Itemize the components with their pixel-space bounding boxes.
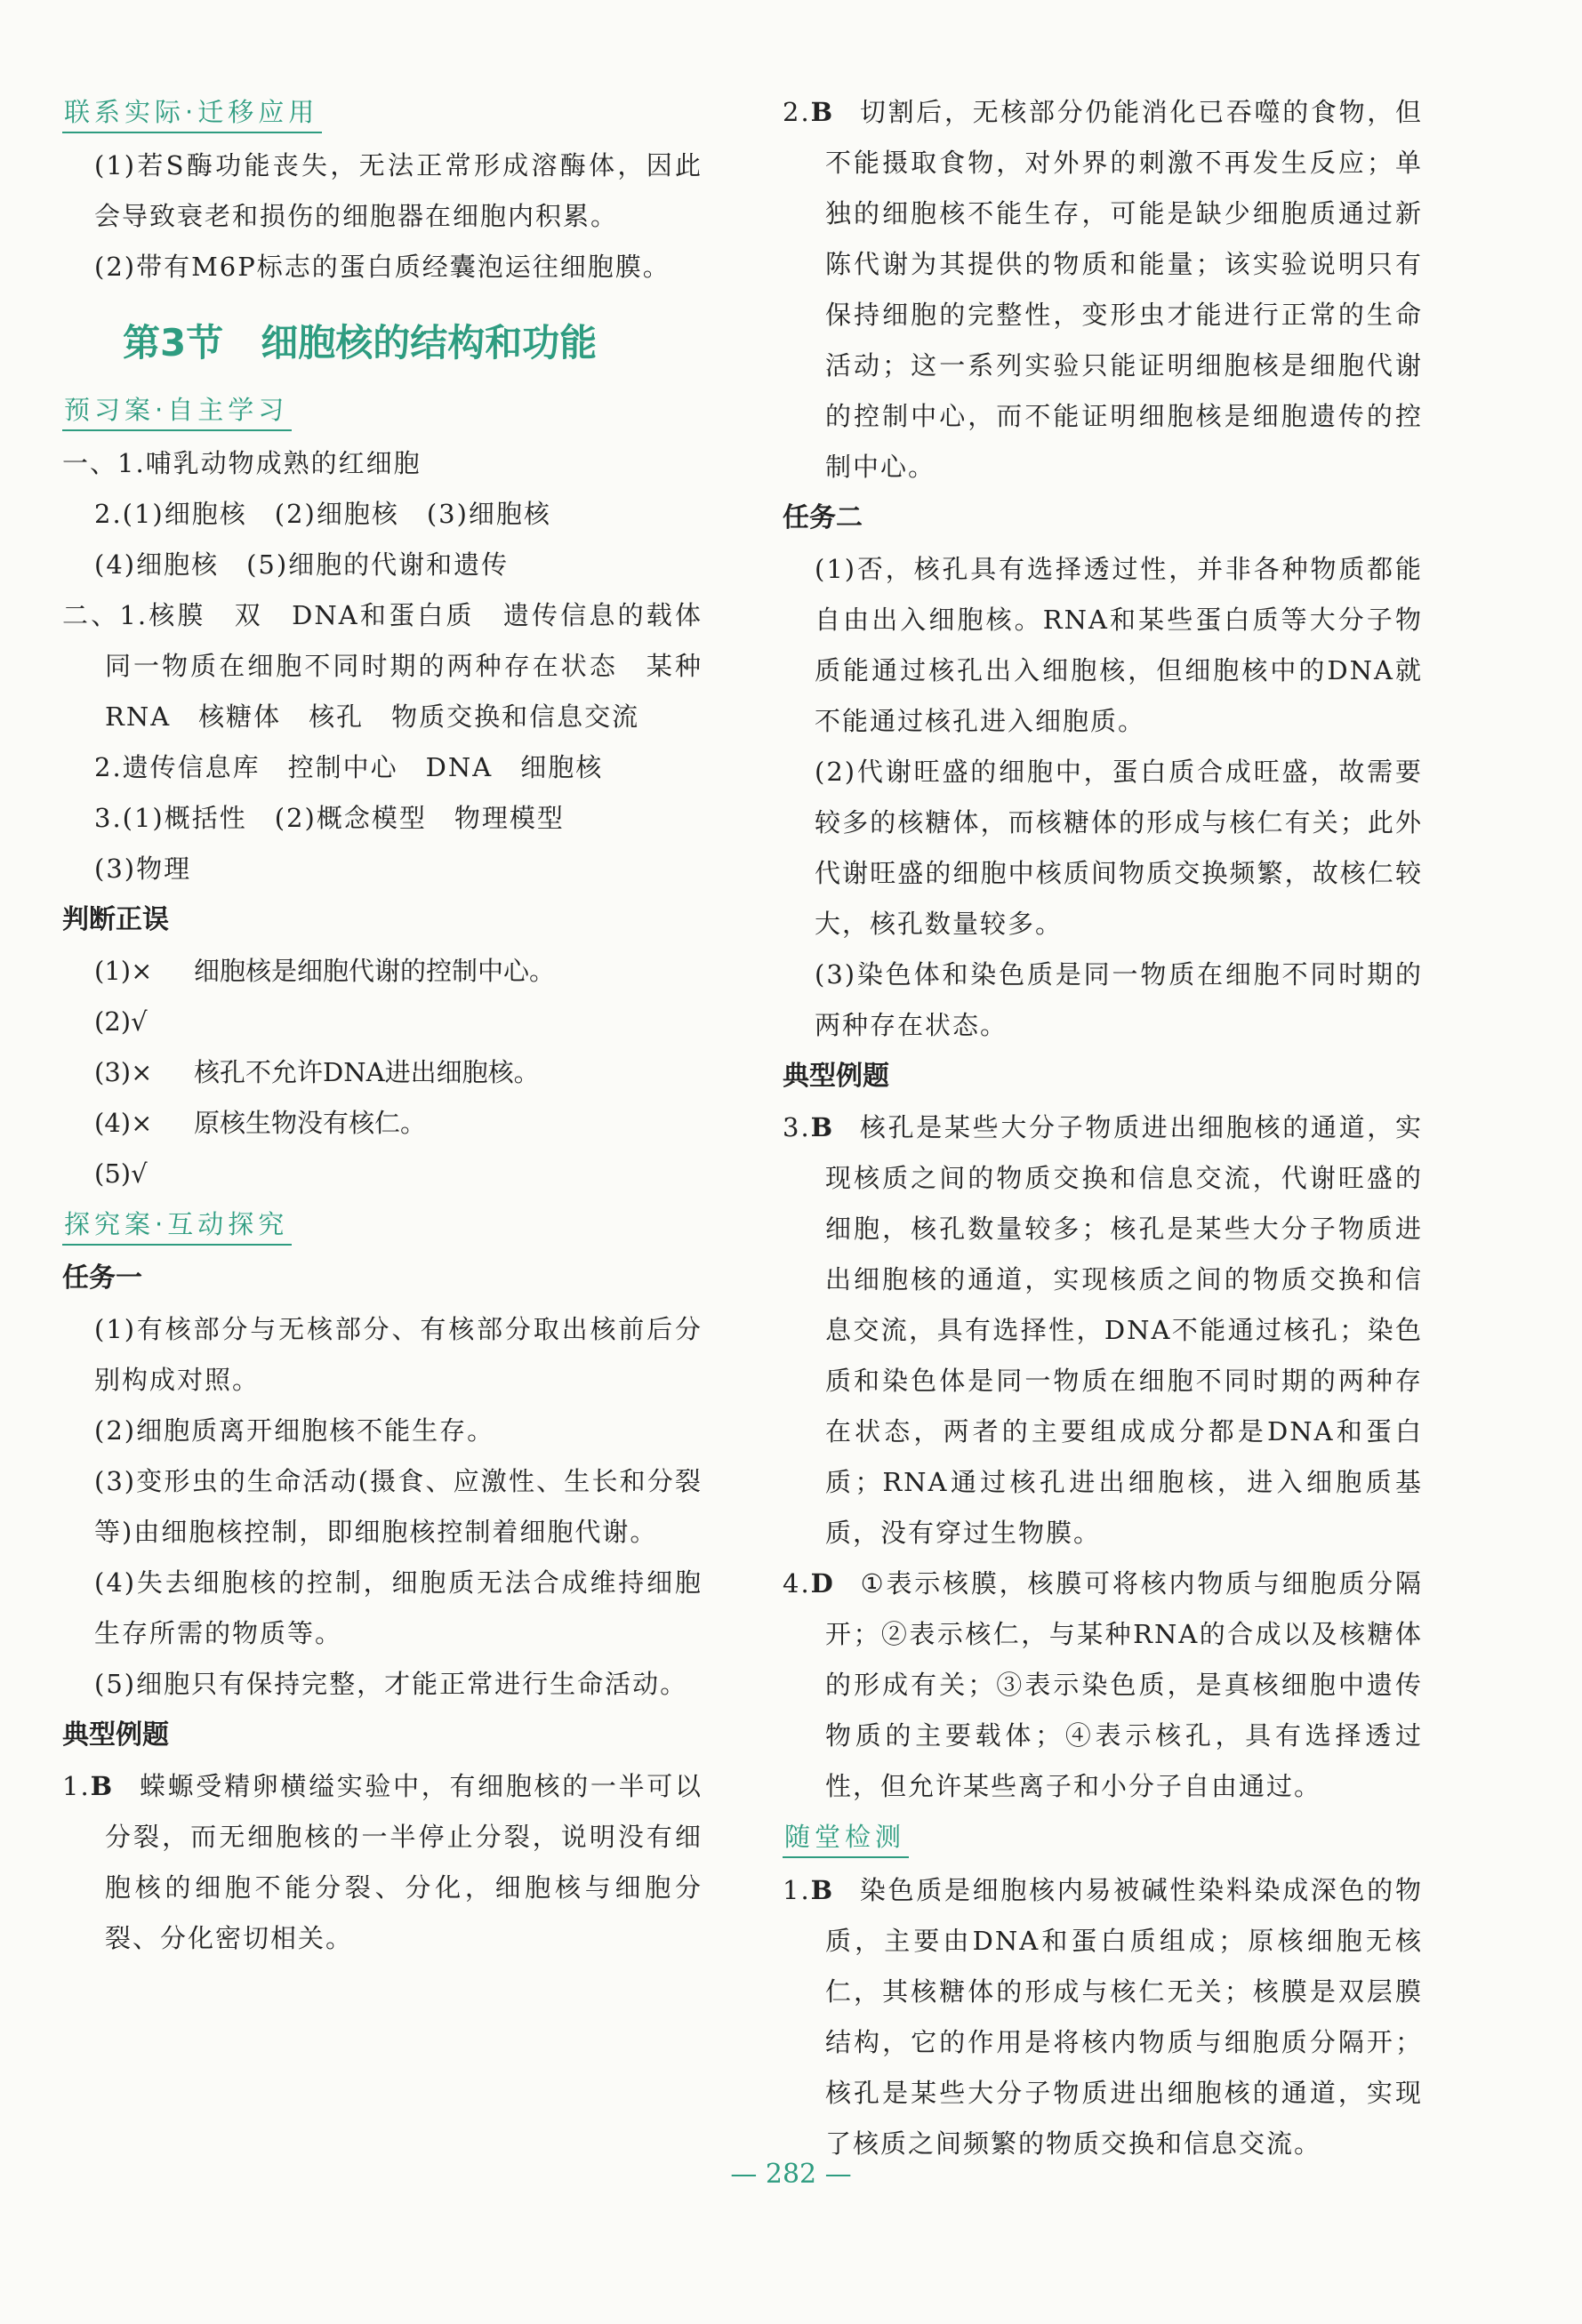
chapter-name: 细胞核的结构和功能 — [261, 321, 598, 365]
judge-mark: (2)√ — [94, 1006, 148, 1037]
chapter-number: 第3节 — [123, 321, 224, 365]
section-heading-practice: 联系实际·迁移应用 — [62, 94, 322, 133]
task2-heading: 任务二 — [783, 502, 863, 533]
task-answer: (5)细胞只有保持完整，才能正常进行生命活动。 — [94, 1669, 688, 1699]
example-explanation: ①表示核膜，核膜可将核内物质与细胞质分隔开；②表示核仁，与某种RNA的合成以及核糖体的形成有关；③表示染色质，是真核细胞中遗传物质的主要载体；④表示核孔，具有选择透过性，但允许某些离子和小分子自由通过。 — [825, 1568, 1423, 1801]
example-number: 2. — [783, 97, 811, 127]
example-heading: 典型例题 — [62, 1719, 169, 1751]
judge-item — [62, 997, 703, 1047]
example-number: 4. — [783, 1568, 811, 1599]
example-answer: B — [810, 97, 835, 127]
left-column — [62, 87, 731, 1964]
example-item — [783, 1559, 1423, 1812]
task-answer: (4)失去细胞核的控制，细胞质无法合成维持细胞生存所需的物质等。 — [94, 1567, 703, 1648]
example-explanation: 核孔是某些大分子物质进出细胞核的通道，实现核质之间的物质交换和信息交流，代谢旺盛的细胞，核孔数量较多；核孔是某些大分子物质进出细胞核的通道，实现核质之间的物质交换和信息交流，具有选择性，DNA不能通过核孔；染色质和染色体是同一物质在细胞不同时期的两种存在状态，两者的主要组成成分都是DNA和蛋白质；RNA通过核孔进出细胞核，进入细胞质基质，没有穿过生物膜。 — [825, 1112, 1423, 1548]
judge-text: 细胞核是细胞代谢的控制中心。 — [194, 956, 556, 986]
example-explanation: 切割后，无核部分仍能消化已吞噬的食物，但不能摄取食物，对外界的刺激不再发生反应；单独的细胞核不能生存，可能是缺少细胞质通过新陈代谢为其提供的物质和能量；该实验说明只有保持细胞的完整性，变形虫才能进行正常的生命活动；这一系列实验只能证明细胞核是细胞代谢的控制中心，而不能证明细胞核是细胞遗传的控制中心。 — [825, 97, 1423, 482]
task-answer: (1)否，核孔具有选择透过性，并非各种物质都能自由出入细胞核。RNA和某些蛋白质等大分子物质能通过核孔出入细胞核，但细胞核中的DNA就不能通过核孔进入细胞质。 — [815, 554, 1423, 736]
task-answer: (1)有核部分与无核部分、有核部分取出核前后分别构成对照。 — [94, 1314, 703, 1395]
task1-heading: 任务一 — [62, 1262, 142, 1294]
judge-mark: (1)× — [94, 956, 153, 986]
example-answer: D — [810, 1568, 835, 1599]
judge-item — [62, 1098, 703, 1149]
preview-line: 2.遗传信息库 控制中心 DNA 细胞核 — [94, 752, 604, 782]
task-answer: (2)细胞质离开细胞核不能生存。 — [94, 1415, 495, 1446]
example-heading: 典型例题 — [783, 1061, 889, 1092]
preview-line: (4)细胞核 (5)细胞的代谢和遗传 — [94, 549, 510, 580]
section-heading-check: 随堂检测 — [783, 1819, 909, 1858]
preview-line: 2.(1)细胞核 (2)细胞核 (3)细胞核 — [94, 499, 551, 529]
task-answer: (3)变形虫的生命活动(摄食、应激性、生长和分裂等)由细胞核控制，即细胞核控制着细胞代谢。 — [94, 1466, 703, 1547]
example-item — [62, 1761, 703, 1964]
answer-paragraph: (1)若S酶功能丧失，无法正常形成溶酶体，因此会导致衰老和损伤的细胞器在细胞内积累。 — [94, 150, 703, 231]
example-answer: B — [90, 1771, 115, 1801]
chapter-title — [123, 312, 703, 374]
judge-item — [62, 1149, 703, 1199]
answer-paragraph: (2)带有M6P标志的蛋白质经囊泡运往细胞膜。 — [94, 252, 671, 282]
task-answer: (3)染色体和染色质是同一物质在细胞不同时期的两种存在状态。 — [815, 959, 1423, 1040]
judge-heading: 判断正误 — [62, 904, 169, 935]
example-number: 1. — [62, 1771, 91, 1801]
example-explanation: 蝾螈受精卵横缢实验中，有细胞核的一半可以分裂，而无细胞核的一半停止分裂，说明没有细胞核的细胞不能分裂、分化，细胞核与细胞分裂、分化密切相关。 — [105, 1771, 703, 1953]
judge-text: 核孔不允许DNA进出细胞核。 — [194, 1057, 540, 1087]
judge-text: 原核生物没有核仁。 — [194, 1108, 427, 1138]
preview-line: (3)物理 — [94, 853, 192, 884]
preview-line: 一、1.哺乳动物成熟的红细胞 — [62, 448, 422, 478]
section-heading-explore: 探究案·互动探究 — [62, 1206, 292, 1246]
task-answer: (2)代谢旺盛的细胞中，蛋白质合成旺盛，故需要较多的核糖体，而核糖体的形成与核仁有关；此外代谢旺盛的细胞中核质间物质交换频繁，故核仁较大，核孔数量较多。 — [815, 757, 1423, 939]
preview-line: 3.(1)概括性 (2)概念模型 物理模型 — [94, 803, 565, 833]
judge-item — [62, 1047, 703, 1098]
preview-line: 二、1.核膜 双 DNA和蛋白质 遗传信息的载体 同一物质在细胞不同时期的两种存在状态 某种RNA 核糖体 核孔 物质交换和信息交流 — [62, 600, 731, 732]
section-heading-preview: 预习案·自主学习 — [62, 392, 292, 431]
judge-mark: (3)× — [94, 1057, 153, 1087]
page-number: — 282 — — [730, 2159, 852, 2190]
check-answer: B — [810, 1875, 835, 1905]
example-answer: B — [810, 1112, 835, 1142]
right-column — [783, 87, 1423, 2169]
example-item — [783, 1102, 1423, 1559]
check-item — [783, 1865, 1423, 2169]
check-number: 1. — [783, 1875, 811, 1905]
judge-mark: (5)√ — [94, 1158, 148, 1189]
example-item — [783, 87, 1423, 493]
check-explanation: 染色质是细胞核内易被碱性染料染成深色的物质，主要由DNA和蛋白质组成；原核细胞无核仁，其核糖体的形成与核仁无关；核膜是双层膜结构，它的作用是将核内物质与细胞质分隔开；核孔是某些大分子物质进出细胞核的通道，实现了核质之间频繁的物质交换和信息交流。 — [825, 1875, 1423, 2159]
judge-mark: (4)× — [94, 1108, 153, 1138]
judge-item — [62, 946, 703, 997]
example-number: 3. — [783, 1112, 811, 1142]
